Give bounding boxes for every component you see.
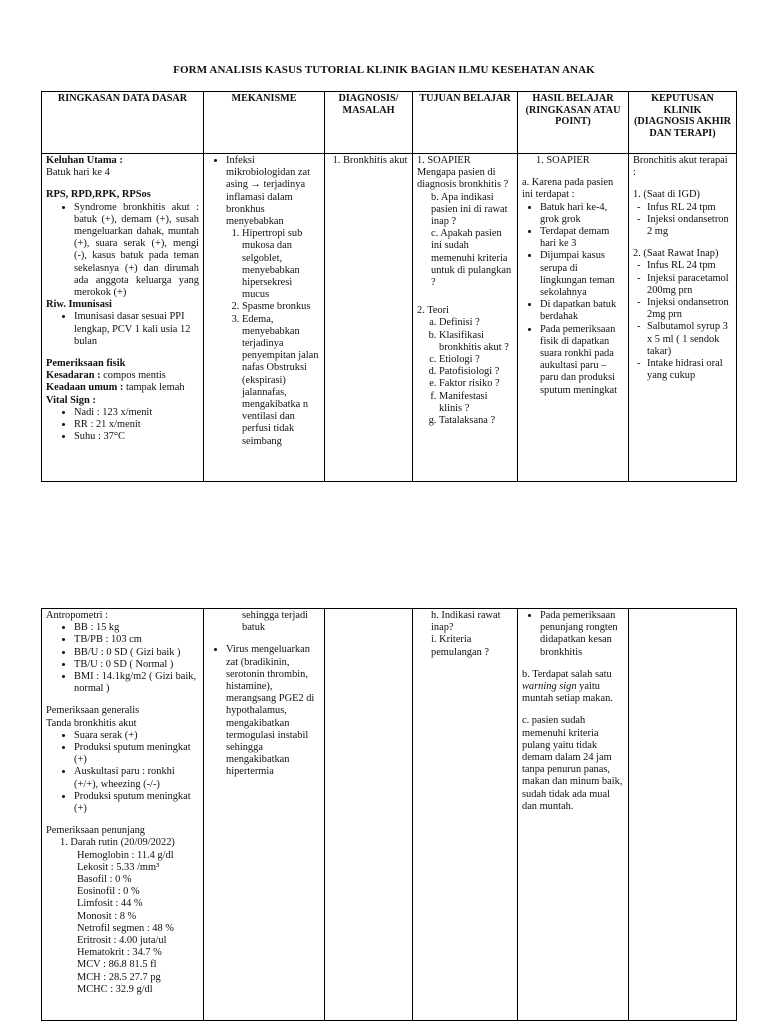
mekanisme-bullet: • Virus mengeluarkan zat (bradikinin, serotonin thrombin, histamine), merangsang PGE2 di hypothalamus, mengakibatkan termogulasi instabil sehingga mengakibatkan hipertermia <box>226 644 320 778</box>
kesadaran-line <box>46 370 199 382</box>
hasil-soapier: 1. SOAPIER <box>536 155 590 166</box>
tujuan-question-c: c. Apakah pasien ini sudah memenuhi kriteria untuk di pulangkan ? <box>431 228 512 289</box>
kesadaran-key: Kesadaran : <box>46 370 101 382</box>
hasil-a-item: • Di dapatkan batuk berdahak <box>540 299 624 323</box>
kesadaran-value: compos mentis <box>100 370 166 382</box>
ringkasan-cell <box>42 609 204 1021</box>
tujuan-cell <box>413 609 518 1021</box>
teori-item: f. Manifestasi klinis ? <box>439 391 513 415</box>
tanda-heading: Tanda bronkhitis akut <box>46 717 137 729</box>
inap-item: - Injeksi paracetamol 200mg prn <box>647 273 732 297</box>
penunjang-heading: Pemeriksaan penunjang <box>46 825 145 837</box>
tujuan-teori: 2. Teori <box>417 305 449 317</box>
header-ringkasan: RINGKASAN DATA DASAR <box>42 92 204 154</box>
tanda-item: • Produksi sputum meningkat (+) <box>74 742 199 766</box>
hasil-a-item: • Terdapat demam hari ke 3 <box>540 226 624 250</box>
inap-item: - Injeksi ondansetron 2mg prn <box>647 297 732 321</box>
case-analysis-table-continued <box>41 608 737 1021</box>
header-row <box>42 92 737 154</box>
keputusan-cell <box>629 609 737 1021</box>
rps-heading: RPS, RPD,RPK, RPSos <box>46 189 151 201</box>
igd-item: - Injeksi ondansetron 2 mg <box>647 214 732 238</box>
keluhan-text: Batuk hari ke 4 <box>46 167 110 179</box>
diagnosis-item: 1. Bronkhitis akut <box>343 155 408 167</box>
antropometri-item: • TB/U : 0 SD ( Normal ) <box>74 659 199 671</box>
keadaan-umum-line <box>46 382 199 394</box>
hasil-b <box>522 669 624 706</box>
hasil-c: c. pasien sudah memenuhi kriteria pulang yaitu tidak demam dalam 24 jam tanpa penurun panas, makan dan minum baik, sudah tidak ada mual dan muntah. <box>522 715 623 812</box>
hasil-a-item: • Batuk hari ke-4, grok grok <box>540 202 624 226</box>
inap-item: - Salbutamol syrup 3 x 5 ml ( 1 sendok takar) <box>647 321 732 358</box>
hasil-bullet: • Pada pemeriksaan penunjang rongten didapatkan kesan bronkhitis <box>540 610 624 659</box>
hasil-cell <box>518 609 629 1021</box>
antropometri-item: • BMI : 14.1kg/m2 ( Gizi baik, normal ) <box>74 671 199 695</box>
keadaan-umum-key: Keadaan umum : <box>46 382 124 394</box>
fisik-heading: Pemeriksaan fisik <box>46 358 126 370</box>
darah-rutin-heading: 1. Darah rutin (20/09/2022) <box>60 837 175 849</box>
antropometri-item: • BB/U : 0 SD ( Gizi baik ) <box>74 647 199 659</box>
mekanisme-continuation: sehingga terjadi batuk <box>242 610 309 634</box>
inap-item: - Infus RL 24 tpm <box>647 260 732 272</box>
teori-item: d. Patofisiologi ? <box>439 366 513 378</box>
hasil-b-italic: warning sign <box>522 681 577 693</box>
tujuan-item-i: i. Kriteria pemulangan ? <box>431 634 489 658</box>
lab-value: Netrofil segmen : 48 % <box>77 922 174 934</box>
tanda-item: • Suara serak (+) <box>74 730 199 742</box>
keluhan-heading: Keluhan Utama : <box>46 155 123 166</box>
tujuan-item-h: h. Indikasi rawat inap? <box>431 610 501 634</box>
hasil-a-item: • Pada pemeriksaan fisik di dapatkan suara ronkhi pada aukultasi paru – paru dan produksi sputum meningkat <box>540 324 624 397</box>
hasil-a-intro: a. Karena pada pasien ini terdapat : <box>522 177 614 201</box>
mekanisme-bullet: • Infeksi mikrobiologidan zat asing → terjadinya inflamasi dalam bronkhus menyebabkan <box>226 155 320 228</box>
content-row <box>42 154 737 482</box>
lab-value: Monosit : 8 % <box>77 910 137 922</box>
lab-value: MCH : 28.5 27.7 pg <box>77 971 161 983</box>
vital-heading: Vital Sign : <box>46 394 96 406</box>
keputusan-inap: 2. (Saat Rawat Inap) <box>633 248 719 260</box>
vital-item: • Suhu : 37°C <box>74 431 199 443</box>
tujuan-question-b: b. Apa indikasi pasien ini di rawat inap ? <box>431 191 508 228</box>
ringkasan-cell <box>42 154 204 482</box>
hasil-b-pre: b. Terdapat salah satu <box>522 668 612 680</box>
generalis-heading: Pemeriksaan generalis <box>46 705 140 717</box>
lab-value: MCV : 86.8 81.5 fl <box>77 959 157 971</box>
diagnosis-cell <box>325 609 413 1021</box>
teori-item: b. Klasifikasi bronkhitis akut ? <box>439 330 513 354</box>
tanda-item: • Produksi sputum meningkat (+) <box>74 791 199 815</box>
mekanisme-cell <box>204 154 325 482</box>
vital-item: • RR : 21 x/menit <box>74 419 199 431</box>
mekanisme-cell <box>204 609 325 1021</box>
vital-item: • Nadi : 123 x/menit <box>74 407 199 419</box>
antropometri-heading: Antropometri : <box>46 610 109 621</box>
hasil-a-item: • Dijumpai kasus serupa di lingkungan teman sekolahnya <box>540 250 624 299</box>
tujuan-question-a: Mengapa pasien di diagnosis bronkhitis ? <box>417 167 509 191</box>
igd-item: - Infus RL 24 tpm <box>647 202 732 214</box>
keputusan-cell <box>629 154 737 482</box>
lab-value: Lekosit : 5.33 /mm³ <box>77 861 160 873</box>
header-hasil: HASIL BELAJAR (RINGKASAN ATAU POINT) <box>518 92 629 154</box>
imunisasi-item: • Imunisasi dasar sesuai PPI lengkap, PCV 1 kali usia 12 bulan <box>74 311 199 348</box>
keputusan-intro: Bronchitis akut terapai : <box>633 155 728 179</box>
tujuan-cell <box>413 154 518 482</box>
keputusan-igd: 1. (Saat di IGD) <box>633 189 700 201</box>
imunisasi-heading: Riw. Imunisasi <box>46 299 112 311</box>
teori-item: g. Tatalaksana ? <box>439 415 513 427</box>
keadaan-umum-value: tampak lemah <box>123 382 185 394</box>
rps-item: • Syndrome bronkhitis akut : batuk (+), demam (+), susah mengeluarkan dahak, muntah (+), suara serak (+), mengi (-), kasus batuk pada teman sekelasnya (+) dan dirumah ada anggota keluarga yang merokok (+) <box>74 202 199 300</box>
lab-value: Basofil : 0 % <box>77 874 132 886</box>
mekanisme-item: 1. Hipertropi sub mukosa dan selgoblet, menyebabkan hipersekresi mucus <box>242 228 320 301</box>
antropometri-item: • TB/PB : 103 cm <box>74 634 199 646</box>
case-analysis-table <box>41 91 737 482</box>
content-row <box>42 609 737 1021</box>
diagnosis-cell <box>325 154 413 482</box>
tanda-item: • Auskultasi paru : ronkhi (+/+), wheezing (-/-) <box>74 766 199 790</box>
teori-item: e. Faktor risiko ? <box>439 378 513 390</box>
lab-value: Limfosit : 44 % <box>77 898 143 910</box>
header-mekanisme: MEKANISME <box>204 92 325 154</box>
inap-item: - Intake hidrasi oral yang cukup <box>647 358 732 382</box>
lab-value: Hemoglobin : 11.4 g/dl <box>77 849 174 861</box>
mekanisme-item: 3. Edema, menyebabkan terjadinya penyempitan jalan nafas Obstruksi (ekspirasi) jalannafas, mengakibatka n ventilasi dan perfusi tidak seimbang <box>242 314 320 448</box>
antropometri-item: • BB : 15 kg <box>74 622 199 634</box>
hasil-cell <box>518 154 629 482</box>
lab-value: Hematokrit : 34.7 % <box>77 947 162 959</box>
form-title: FORM ANALISIS KASUS TUTORIAL KLINIK BAGIAN ILMU KESEHATAN ANAK <box>173 64 595 76</box>
header-keputusan: KEPUTUSAN KLINIK (DIAGNOSIS AKHIR DAN TERAPI) <box>629 92 737 154</box>
teori-item: a. Definisi ? <box>439 317 513 329</box>
lab-value: Eritrosit : 4.00 juta/ul <box>77 935 167 947</box>
hasil-b-post: yaitu muntah setiap makan. <box>522 681 613 705</box>
mekanisme-item: 2. Spasme bronkus <box>242 301 320 313</box>
lab-value: MCHC : 32.9 g/dl <box>77 983 153 995</box>
header-tujuan: TUJUAN BELAJAR <box>413 92 518 154</box>
tujuan-soapier: 1. SOAPIER <box>417 155 471 166</box>
teori-item: c. Etiologi ? <box>439 354 513 366</box>
lab-value: Eosinofil : 0 % <box>77 886 140 898</box>
header-diagnosis: DIAGNOSIS/ MASALAH <box>325 92 413 154</box>
